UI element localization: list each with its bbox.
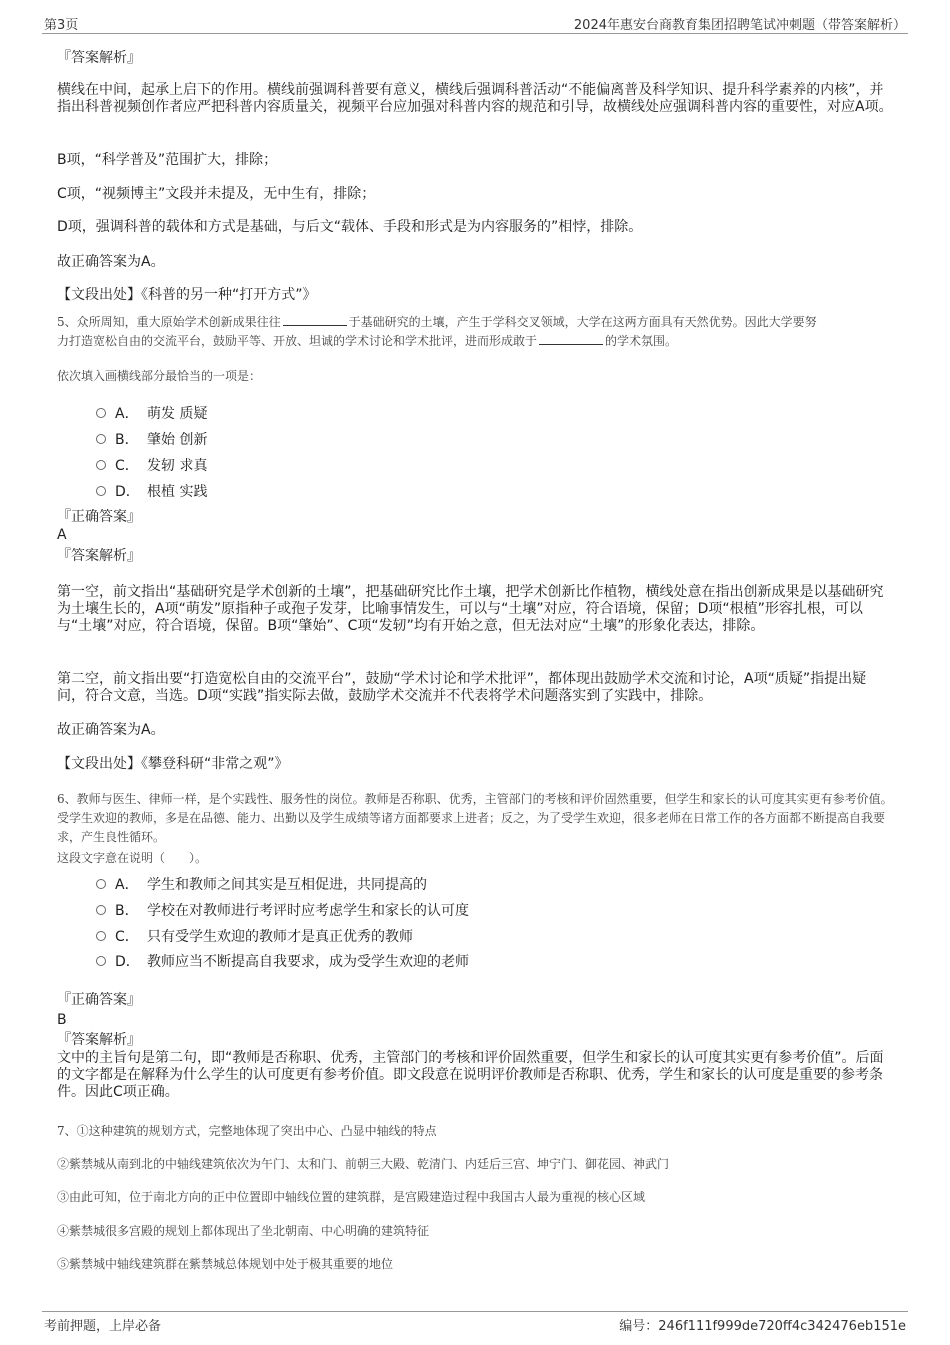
q5-option-b[interactable]: B． 肇始 创新: [96, 429, 207, 449]
q5-analysis-label: 『答案解析』: [57, 548, 141, 564]
q5-option-d[interactable]: D． 根植 实践: [96, 481, 207, 501]
radio-icon[interactable]: [96, 434, 106, 444]
q6-prompt: 这段文字意在说明（ ）。: [57, 851, 208, 865]
q4-source: 【文段出处】《科普的另一种“打开方式”》: [57, 287, 317, 303]
document-title: 2024年惠安台商教育集团招聘笔试冲刺题（带答案解析）: [573, 18, 906, 33]
q6-option-b[interactable]: B． 学校在对教师进行考评时应考虑学生和家长的认可度: [96, 900, 469, 920]
q7-item-3: ③由此可知，位于南北方向的正中位置即中轴线位置的建筑群，是宫殿建造过程中我国古人最为重视的核心区域: [57, 1190, 646, 1204]
q5-option-c[interactable]: C． 发轫 求真: [96, 455, 207, 475]
q6-answer-label: 『正确答案』: [57, 992, 141, 1008]
radio-icon[interactable]: [96, 408, 106, 418]
q5-stem-part3: 力打造宽松自由的交流平台，鼓励平等、开放、坦诚的学术讨论和学术批评，进而形成敢于: [57, 334, 538, 348]
q5-analysis-p1: 第一空，前文指出“基础研究是学术创新的土壤”，把基础研究比作土壤，把学术创新比作植物，横线处意在指出创新成果是以基础研究为土壤生长的，A项“萌发”原指种子或孢子发芽，比喻事情发生，可以与“土壤”对应，符合语境，保留；D项“根植”形容扎根，可以与“土壤”对应，符合语境，保留。B项“肇始”、C项“发轫”均有开始之意，但无法对应“土壤”的形象化表达，排除。: [57, 584, 884, 634]
q5-stem-line1: [57, 313, 817, 332]
footer-doc-id: 编号：246f111f999de720ff4c342476eb151e: [619, 1319, 906, 1334]
q4-analysis-d: D项，强调科普的载体和方式是基础，与后文“载体、手段和形式是为内容服务的”相悖，排除。: [57, 219, 643, 235]
q6-analysis-label: 『答案解析』: [57, 1032, 141, 1048]
q4-analysis-b: B项，“科学普及”范围扩大，排除；: [57, 152, 278, 168]
q5-stem-line2: [57, 332, 677, 351]
q5-answer-label: 『正确答案』: [57, 509, 141, 525]
q6-option-a[interactable]: A． 学生和教师之间其实是互相促进，共同提高的: [96, 874, 427, 894]
q4-analysis-paragraph: 横线在中间，起承上启下的作用。横线前强调科普要有意义，横线后强调科普活动“不能偏离普及科学知识、提升科学素养的内核”，并指出科普视频创作者应严把科普内容质量关，视频平台应加强对科普内容的规范和引导，故横线处应强调科普内容的重要性，对应A项。: [57, 82, 893, 115]
q5-conclusion: 故正确答案为A。: [57, 722, 165, 738]
radio-icon[interactable]: [96, 956, 106, 966]
q5-blank-1: [283, 313, 347, 326]
footer-divider: [42, 1311, 908, 1312]
q4-conclusion: 故正确答案为A。: [57, 254, 165, 270]
radio-icon[interactable]: [96, 905, 106, 915]
q6-option-d[interactable]: D． 教师应当不断提高自我要求，成为受学生欢迎的老师: [96, 951, 469, 971]
q7-item-2: ②紫禁城从南到北的中轴线建筑依次为午门、太和门、前朝三大殿、乾清门、内廷后三宫、坤宁门、御花园、神武门: [57, 1157, 670, 1171]
header-divider: [42, 33, 908, 34]
q5-answer: A: [57, 527, 67, 543]
q5-blank-2: [539, 332, 603, 345]
q6-stem: 6、教师与医生、律师一样，是个实践性、服务性的岗位。教师是否称职、优秀，主管部门的考核和评价固然重要，但学生和家长的认可度其实更有参考价值。受学生欢迎的教师，多是在品德、能力、出勤以及学生成绩等诸方面都要求上进者；反之，为了受学生欢迎，很多老师在日常工作的各方面都不断提高自我要求，产生良性循环。: [57, 792, 893, 844]
q4-analysis-c: C项，“视频博主”文段并未提及，无中生有，排除；: [57, 186, 376, 202]
q6-analysis-p1: 文中的主旨句是第二句，即“教师是否称职、优秀，主管部门的考核和评价固然重要，但学生和家长的认可度其实更有参考价值”。后面的文字都是在解释为什么学生的认可度更有参考价值。即文段意在说明评价教师是否称职、优秀，学生和家长的认可度是重要的参考条件。因此C项正确。: [57, 1050, 884, 1100]
q5-source: 【文段出处】《攀登科研“非常之观”》: [57, 756, 289, 772]
q7-item-1: 7、①这种建筑的规划方式，完整地体现了突出中心、凸显中轴线的特点: [57, 1124, 437, 1138]
radio-icon[interactable]: [96, 879, 106, 889]
footer-slogan: 考前押题，上岸必备: [44, 1319, 162, 1334]
q6-option-c[interactable]: C． 只有受学生欢迎的教师才是真正优秀的教师: [96, 926, 413, 946]
q5-stem-part4: 的学术氛围。: [605, 334, 678, 348]
radio-icon[interactable]: [96, 460, 106, 470]
page-number: 第3页: [44, 18, 79, 33]
radio-icon[interactable]: [96, 931, 106, 941]
q5-analysis-p2: 第二空，前文指出要“打造宽松自由的交流平台”，鼓励“学术讨论和学术批评”，都体现出鼓励学术交流和讨论，A项“质疑”指提出疑问，符合文意，当选。D项“实践”指实际去做，鼓励学术交流并不代表将学术问题落实到了实践中，排除。: [57, 671, 867, 704]
q4-analysis-label: 『答案解析』: [57, 50, 141, 66]
q7-item-4: ④紫禁城很多宫殿的规划上都体现出了坐北朝南、中心明确的建筑特征: [57, 1224, 430, 1238]
q5-prompt: 依次填入画横线部分最恰当的一项是：: [57, 369, 262, 383]
q6-answer: B: [57, 1012, 67, 1028]
q5-option-a[interactable]: A． 萌发 质疑: [96, 403, 207, 423]
radio-icon[interactable]: [96, 486, 106, 496]
q5-stem-part2: 于基础研究的土壤，产生于学科交叉领域，大学在这两方面具有天然优势。因此大学要努: [348, 315, 817, 329]
q7-item-5: ⑤紫禁城中轴线建筑群在紫禁城总体规划中处于极其重要的地位: [57, 1257, 394, 1271]
q5-stem-part1: 5、众所周知，重大原始学术创新成果往往: [57, 315, 281, 329]
